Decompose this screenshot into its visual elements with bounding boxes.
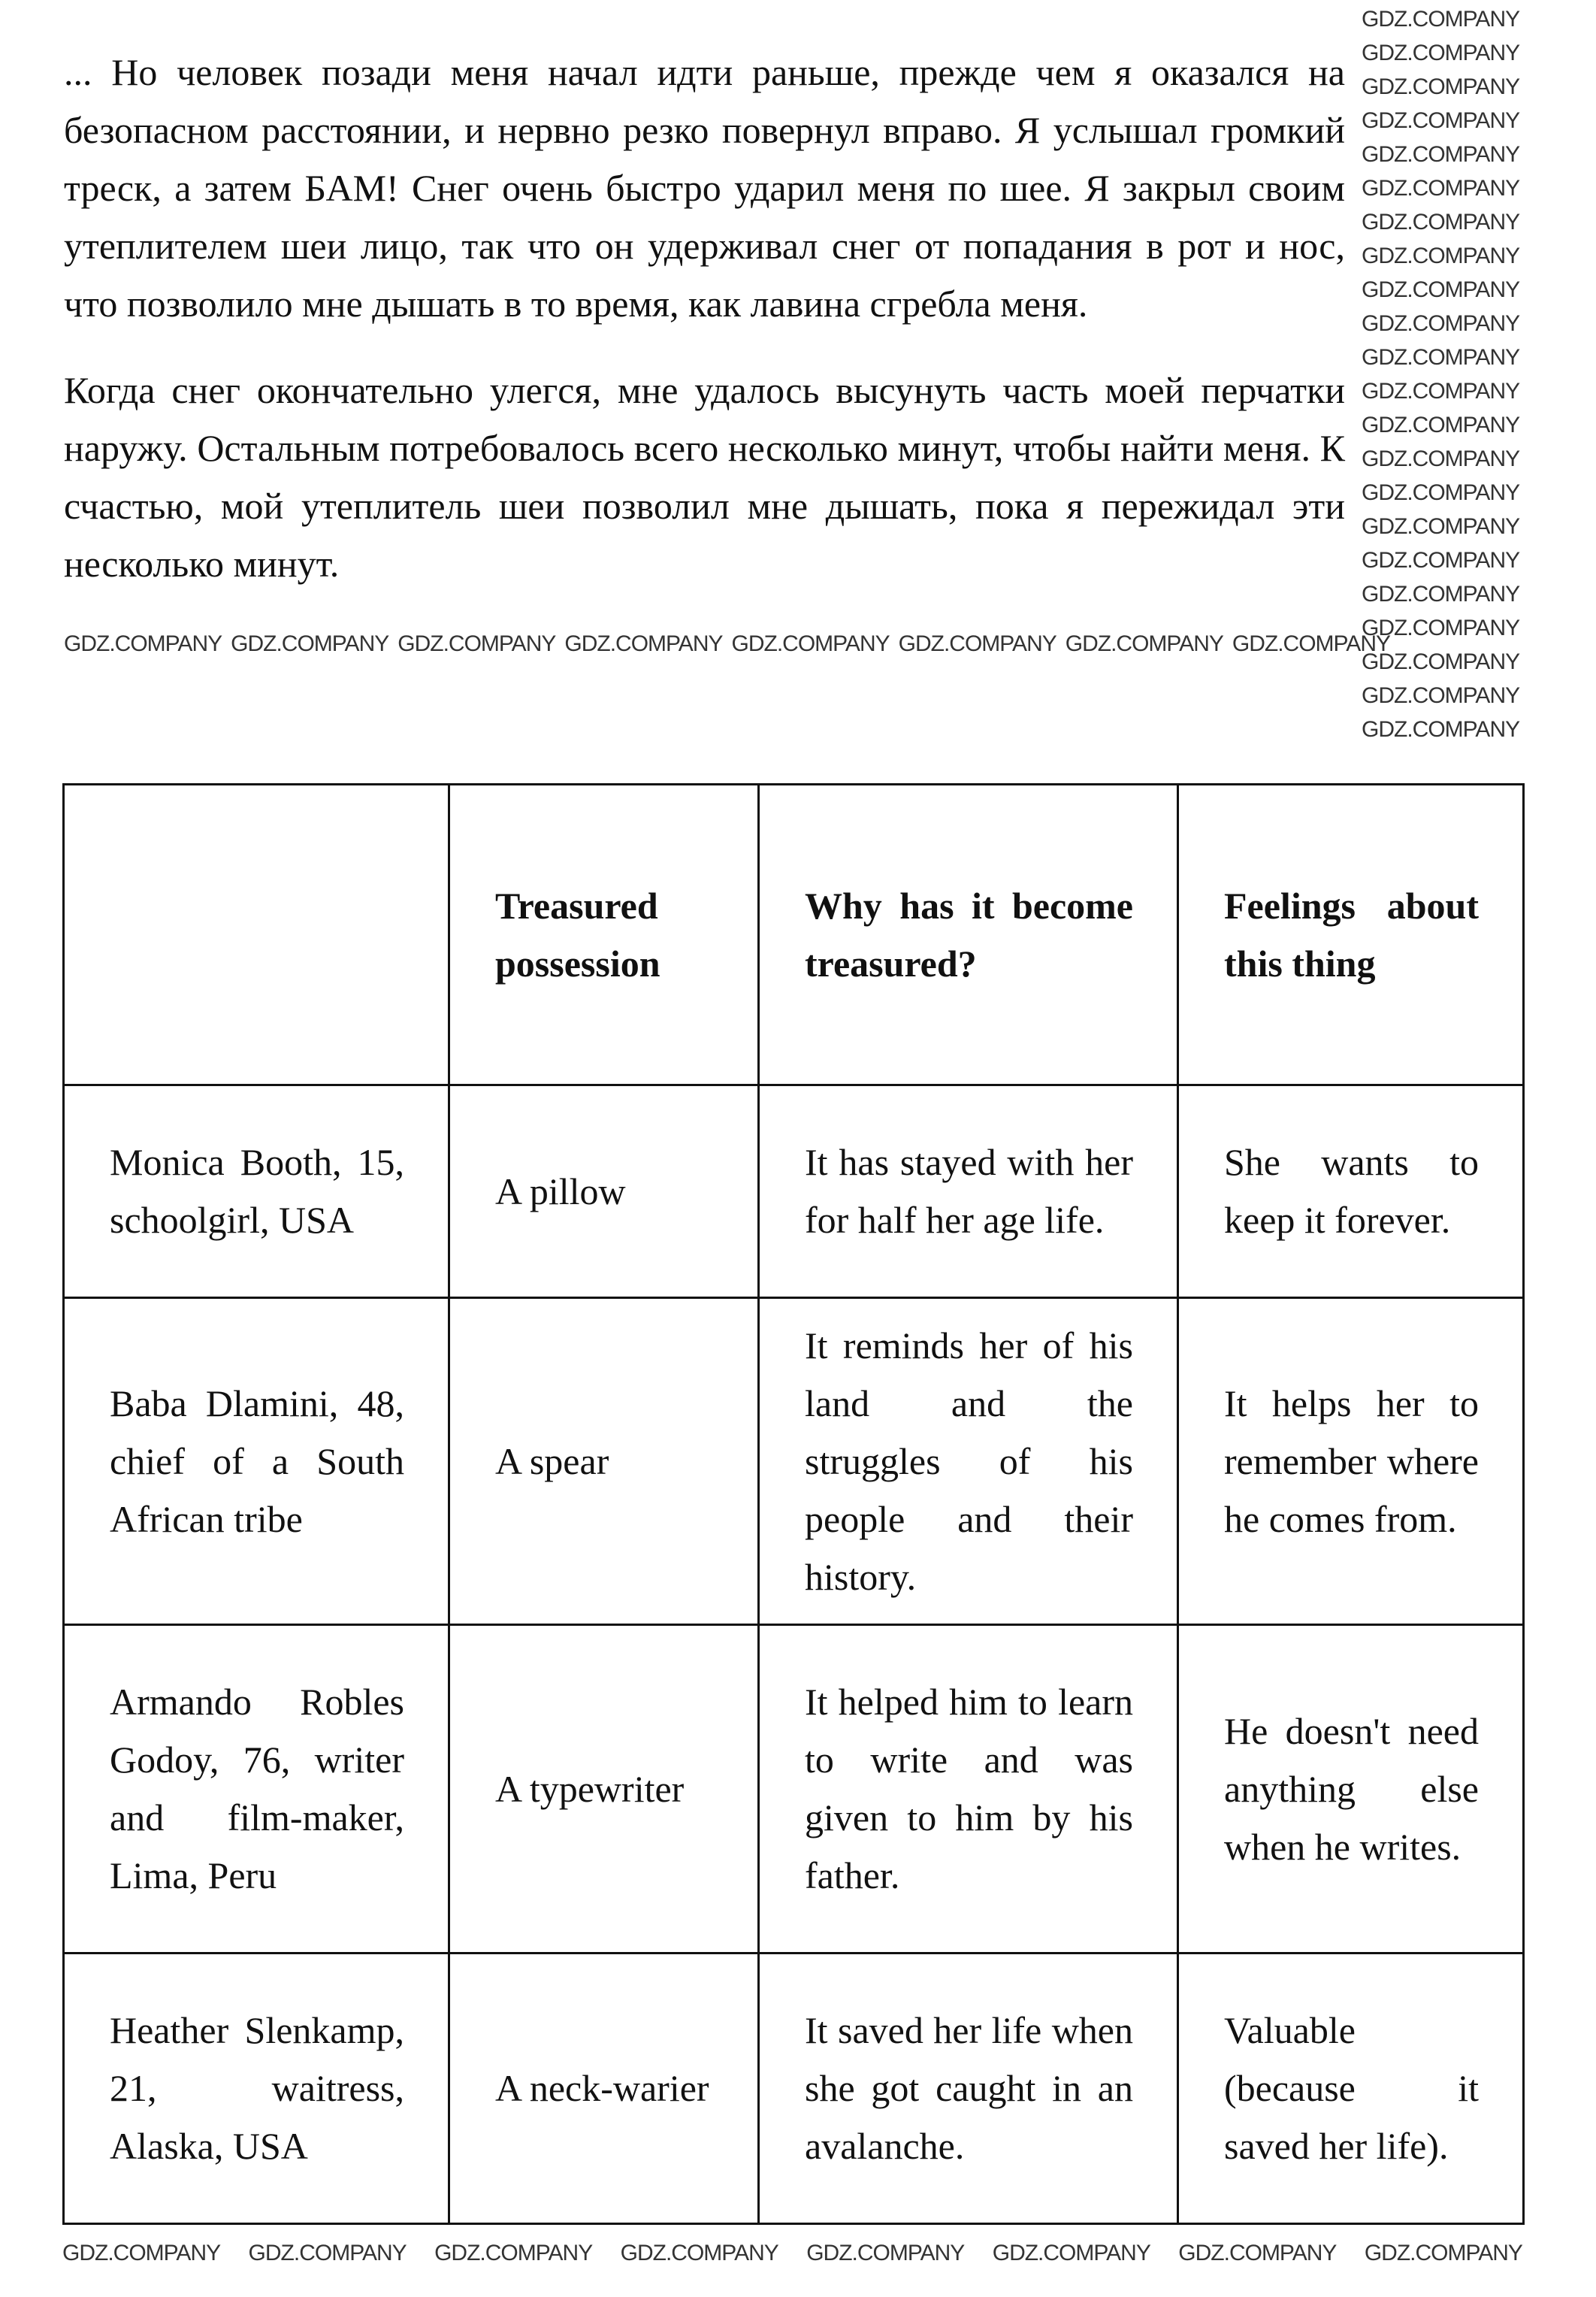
watermark: GDZ.COMPANY	[64, 631, 222, 656]
watermark: GDZ.COMPANY	[1362, 480, 1520, 505]
watermark: GDZ.COMPANY	[1362, 582, 1520, 607]
paragraph-2: Когда снег окончательно улегся, мне удалось высунуть часть моей перчатки наружу. Остальным потребовалось всего несколько минут, чтобы найти меня. К счастью, мой утеплитель шеи позволил мне дышать, пока я пережидал эти несколько минут.	[64, 369, 1345, 585]
watermark: GDZ.COMPANY	[1362, 649, 1520, 674]
cell-person: Baba Dlamini, 48, chief of a South African tribe	[64, 1298, 449, 1625]
watermark-row-bottom	[62, 2240, 1522, 2297]
cell-why: It reminds her of his land and the struggles of his people and their history.	[759, 1298, 1178, 1625]
header-possession: Treasured possession	[449, 785, 759, 1085]
cell-person: Armando Robles Godoy, 76, writer and film-maker, Lima, Peru	[64, 1625, 449, 1954]
header-person	[64, 785, 449, 1085]
watermark: GDZ.COMPANY	[1362, 616, 1520, 640]
cell-feelings: It helps her to remember where he comes from.	[1178, 1298, 1524, 1625]
watermark: GDZ.COMPANY	[434, 2241, 593, 2265]
watermark: GDZ.COMPANY	[1362, 446, 1520, 471]
table-row	[64, 1298, 1524, 1625]
watermark: GDZ.COMPANY	[620, 2241, 778, 2265]
watermark: GDZ.COMPANY	[1364, 2241, 1522, 2265]
header-feelings: Feelings about this thing	[1178, 785, 1524, 1085]
watermark: GDZ.COMPANY	[1362, 717, 1520, 742]
cell-possession: A pillow	[449, 1085, 759, 1298]
watermark: GDZ.COMPANY	[1362, 142, 1520, 167]
watermark: GDZ.COMPANY	[806, 2241, 965, 2265]
cell-feelings: She wants to keep it forever.	[1178, 1085, 1524, 1298]
watermark-row	[64, 631, 1390, 688]
cell-why: It saved her life when she got caught in an avalanche.	[759, 1954, 1178, 2224]
cell-feelings: He doesn't need anything else when he writes.	[1178, 1625, 1524, 1954]
cell-feelings: Valuable (because it saved her life).	[1178, 1954, 1524, 2224]
watermark: GDZ.COMPANY	[397, 631, 556, 656]
watermark: GDZ.COMPANY	[1178, 2241, 1337, 2265]
cell-possession: A spear	[449, 1298, 759, 1625]
watermark: GDZ.COMPANY	[1362, 277, 1520, 302]
watermark: GDZ.COMPANY	[1065, 631, 1223, 656]
cell-why: It helped him to learn to write and was given to him by his father.	[759, 1625, 1178, 1954]
watermark: GDZ.COMPANY	[1362, 379, 1520, 404]
watermark: GDZ.COMPANY	[1362, 74, 1520, 99]
watermark: GDZ.COMPANY	[992, 2241, 1150, 2265]
watermark: GDZ.COMPANY	[231, 631, 389, 656]
table-row	[64, 1954, 1524, 2224]
watermark: GDZ.COMPANY	[1362, 210, 1520, 235]
cell-person: Heather Slenkamp, 21, waitress, Alaska, USA	[64, 1954, 449, 2224]
table-row	[64, 1625, 1524, 1954]
watermark: GDZ.COMPANY	[1362, 345, 1520, 370]
cell-person: Monica Booth, 15, schoolgirl, USA	[64, 1085, 449, 1298]
cell-why: It has stayed with her for half her age life.	[759, 1085, 1178, 1298]
watermark: GDZ.COMPANY	[1362, 683, 1520, 708]
watermark: GDZ.COMPANY	[1362, 514, 1520, 539]
watermark: GDZ.COMPANY	[564, 631, 723, 656]
watermark: GDZ.COMPANY	[1232, 631, 1390, 656]
table-row	[64, 1085, 1524, 1298]
treasured-possessions-table	[62, 783, 1525, 2225]
watermark: GDZ.COMPANY	[731, 631, 890, 656]
text-section	[0, 0, 1596, 783]
watermark: GDZ.COMPANY	[1362, 41, 1520, 65]
cell-possession: A typewriter	[449, 1625, 759, 1954]
watermark-margin-stack	[1362, 6, 1520, 743]
table-header-row	[64, 785, 1524, 1085]
watermark: GDZ.COMPANY	[1362, 548, 1520, 573]
watermark: GDZ.COMPANY	[1362, 176, 1520, 201]
watermark: GDZ.COMPANY	[1362, 311, 1520, 336]
watermark: GDZ.COMPANY	[898, 631, 1056, 656]
watermark: GDZ.COMPANY	[62, 2241, 221, 2265]
paragraph-1: ... Но человек позади меня начал идти раньше, прежде чем я оказался на безопасном расстоянии, и нервно резко повернул вправо. Я услышал громкий треск, а затем БАМ! Снег очень быстро ударил меня по шее. Я закрыл своим утеплителем шеи лицо, так что он удерживал снег от попадания в рот и нос, что позволило мне дышать в то время, как лавина сгребла меня.	[64, 51, 1345, 325]
cell-possession: A neck-warier	[449, 1954, 759, 2224]
watermark: GDZ.COMPANY	[1362, 413, 1520, 437]
watermark: GDZ.COMPANY	[248, 2241, 407, 2265]
watermark: GDZ.COMPANY	[1362, 108, 1520, 133]
header-why: Why has it become treasured?	[759, 785, 1178, 1085]
watermark: GDZ.COMPANY	[1362, 244, 1520, 268]
watermark: GDZ.COMPANY	[1362, 7, 1520, 32]
